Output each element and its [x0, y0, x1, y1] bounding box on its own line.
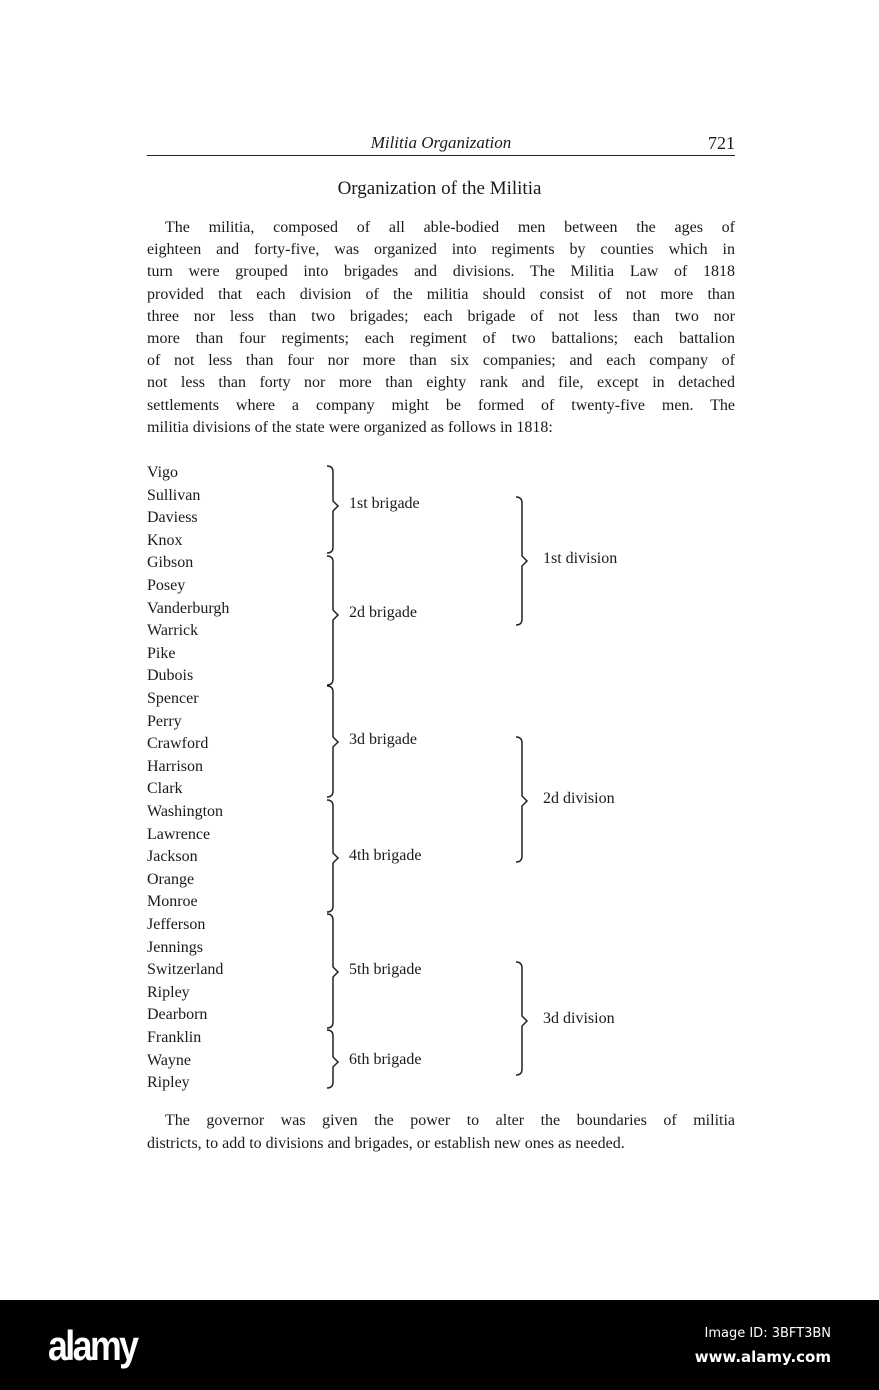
site-url: www.alamy.com — [694, 1348, 831, 1366]
paragraph-line: not less than forty nor more than eighty rank and file, except in detached — [147, 374, 735, 392]
paragraph-line: of not less than four nor more than six companies; and each company of — [147, 352, 735, 370]
division-label: 3d division — [543, 1010, 615, 1027]
county-name: Dearborn — [147, 1006, 208, 1024]
brace-bracket — [327, 686, 338, 797]
county-name: Gibson — [147, 554, 194, 572]
paragraph-line: The governor was given the power to alter the boundaries of militia — [165, 1112, 735, 1129]
county-name: Wayne — [147, 1051, 192, 1069]
paragraph-line: three nor less than two brigades; each brigade of not less than two nor — [147, 307, 735, 325]
county-name: Orange — [147, 870, 195, 888]
county-name: Daviess — [147, 509, 198, 527]
brigade-label: 1st brigade — [349, 495, 420, 512]
county-name: Clark — [147, 780, 183, 798]
brigade-label: 2d brigade — [349, 604, 417, 621]
paragraph-line: turn were grouped into brigades and divisions. The Militia Law of 1818 — [147, 263, 735, 281]
paragraph-line: more than four regiments; each regiment of two battalions; each battalion — [147, 330, 735, 347]
county-name: Knox — [147, 531, 183, 549]
division-label: 2d division — [543, 790, 615, 807]
county-name: Ripley — [147, 983, 190, 1001]
image-id: Image ID: 3BFT3BN — [704, 1326, 831, 1341]
alamy-logo: alamy — [48, 1322, 137, 1369]
brace-bracket — [327, 466, 338, 553]
paragraph-line: settlements where a company might be formed of twenty-five men. The — [147, 396, 735, 414]
paragraph-line: districts, to add to divisions and brigades, or establish new ones as needed. — [147, 1134, 625, 1152]
paragraph-line: provided that each division of the militia should consist of not more than — [147, 285, 735, 303]
brigade-label: 5th brigade — [349, 961, 422, 978]
county-name: Posey — [147, 577, 186, 594]
county-name: Vigo — [147, 464, 179, 481]
county-name: Switzerland — [147, 961, 224, 979]
brigade-label: 6th brigade — [349, 1051, 422, 1068]
paragraph-line: eighteen and forty-five, was organized into regiments by counties which in — [147, 241, 735, 259]
running-title: Militia Organization — [370, 133, 512, 152]
county-name: Jennings — [147, 938, 203, 956]
county-name: Ripley — [147, 1074, 190, 1092]
county-name: Pike — [147, 644, 176, 662]
paragraph-line: militia divisions of the state were organized as follows in 1818: — [147, 418, 553, 436]
county-name: Perry — [147, 712, 182, 730]
county-name: Lawrence — [147, 825, 211, 843]
county-name: Warrick — [147, 622, 199, 640]
county-name: Washington — [147, 803, 224, 820]
county-name: Monroe — [147, 893, 198, 911]
county-name: Crawford — [147, 735, 209, 753]
page-number: 721 — [708, 133, 735, 153]
brigade-label: 4th brigade — [349, 847, 422, 864]
brace-bracket — [516, 737, 527, 862]
county-name: Harrison — [147, 757, 203, 775]
county-name: Vanderburgh — [147, 599, 230, 617]
division-label: 1st division — [543, 550, 618, 567]
county-name: Sullivan — [147, 486, 201, 504]
brace-bracket — [327, 1030, 338, 1088]
paragraph-line: The militia, composed of all able-bodied men between the ages of — [165, 219, 735, 236]
county-name: Franklin — [147, 1029, 202, 1046]
brace-bracket — [327, 800, 338, 912]
brace-bracket — [516, 497, 527, 625]
section-heading: Organization of the Militia — [337, 178, 542, 199]
brigade-label: 3d brigade — [349, 731, 417, 748]
brace-bracket — [327, 914, 338, 1028]
county-name: Jackson — [147, 848, 198, 866]
brace-bracket — [516, 962, 527, 1075]
county-name: Spencer — [147, 690, 199, 707]
watermark-bar — [0, 1300, 879, 1390]
county-name: Jefferson — [147, 916, 206, 933]
brace-bracket — [327, 556, 338, 685]
county-name: Dubois — [147, 667, 194, 685]
